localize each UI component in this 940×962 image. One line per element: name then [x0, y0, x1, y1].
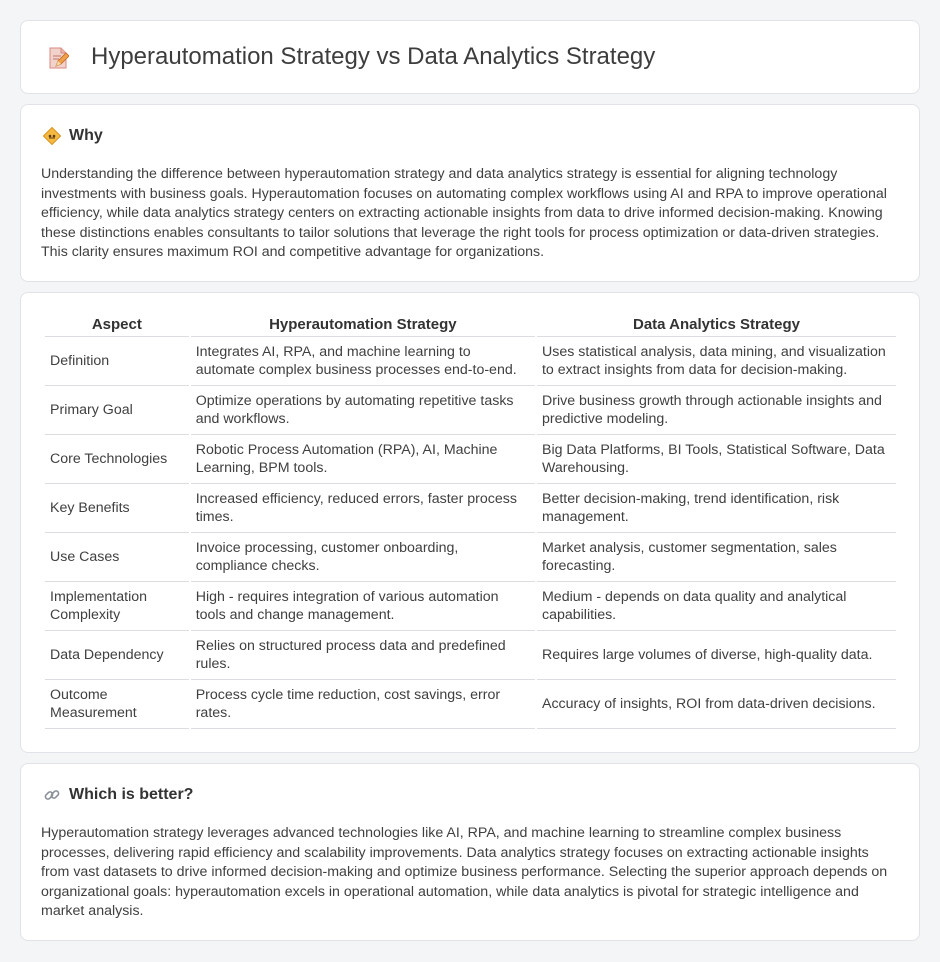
why-heading	[43, 127, 103, 145]
data-analytics-cell: Market analysis, customer segmentation, sales forecasting.	[537, 533, 896, 582]
table-row	[45, 533, 896, 582]
header-aspect: Aspect	[45, 315, 189, 337]
hyperautomation-cell: Robotic Process Automation (RPA), AI, Machine Learning, BPM tools.	[191, 435, 535, 484]
data-analytics-cell: Accuracy of insights, ROI from data-driven decisions.	[537, 680, 896, 729]
why-section	[20, 104, 920, 282]
aspect-cell: Key Benefits	[45, 484, 189, 533]
table-row	[45, 680, 896, 729]
link-icon	[43, 786, 61, 804]
why-heading-label: Why	[69, 127, 103, 144]
table-row	[45, 484, 896, 533]
data-analytics-cell: Uses statistical analysis, data mining, and visualization to extract insights from data for decision-making.	[537, 337, 896, 386]
data-analytics-cell: Medium - depends on data quality and analytical capabilities.	[537, 582, 896, 631]
aspect-cell: Definition	[45, 337, 189, 386]
hyperautomation-cell: Integrates AI, RPA, and machine learning to automate complex business processes end-to-end.	[191, 337, 535, 386]
aspect-cell: Data Dependency	[45, 631, 189, 680]
aspect-cell: Core Technologies	[45, 435, 189, 484]
hyperautomation-cell: Increased efficiency, reduced errors, faster process times.	[191, 484, 535, 533]
header-data-analytics: Data Analytics Strategy	[537, 315, 896, 337]
page-title: Hyperautomation Strategy vs Data Analytics Strategy	[91, 43, 656, 70]
aspect-cell: Implementation Complexity	[45, 582, 189, 631]
hyperautomation-cell: Optimize operations by automating repetitive tasks and workflows.	[191, 386, 535, 435]
header-card	[20, 20, 920, 94]
comparison-table	[43, 315, 898, 729]
better-paragraph: Hyperautomation strategy leverages advanced technologies like AI, RPA, and machine learning to streamline complex business processes, delivering rapid efficiency and scalability improvements. Data analytics strategy focuses on extracting actionable insights from vast datasets to drive informed decision-making and optimize business performance. Selecting the superior approach depends on organizational goals: hyperautomation excels in operational automation, while data analytics is pivotal for strategic intelligence and market analysis.	[41, 825, 888, 919]
data-analytics-cell: Big Data Platforms, BI Tools, Statistical Software, Data Warehousing.	[537, 435, 896, 484]
table-row	[45, 582, 896, 631]
warning-diamond-icon	[43, 127, 61, 145]
table-row	[45, 435, 896, 484]
table-header-row	[45, 315, 896, 337]
why-paragraph: Understanding the difference between hyperautomation strategy and data analytics strategy is essential for aligning technology investments with business goals. Hyperautomation focuses on automating complex workflows using AI and RPA to improve operational efficiency, while data analytics strategy centers on extracting actionable insights from data to drive informed decision-making. Knowing these distinctions enables consultants to tailor solutions that leverage the right tools for process optimization or data-driven strategies. This clarity ensures maximum ROI and competitive advantage for organizations.	[41, 166, 887, 260]
table-row	[45, 337, 896, 386]
better-heading	[43, 786, 193, 804]
aspect-cell: Use Cases	[45, 533, 189, 582]
hyperautomation-cell: Invoice processing, customer onboarding, compliance checks.	[191, 533, 535, 582]
document-edit-icon	[47, 46, 69, 70]
data-analytics-cell: Drive business growth through actionable insights and predictive modeling.	[537, 386, 896, 435]
comparison-section	[20, 292, 920, 753]
aspect-cell: Primary Goal	[45, 386, 189, 435]
hyperautomation-cell: Process cycle time reduction, cost savings, error rates.	[191, 680, 535, 729]
table-row	[45, 631, 896, 680]
better-heading-label: Which is better?	[69, 786, 194, 803]
data-analytics-cell: Requires large volumes of diverse, high-quality data.	[537, 631, 896, 680]
which-is-better-section	[20, 763, 920, 941]
table-row	[45, 386, 896, 435]
header-hyperautomation: Hyperautomation Strategy	[191, 315, 535, 337]
hyperautomation-cell: Relies on structured process data and predefined rules.	[191, 631, 535, 680]
aspect-cell: Outcome Measurement	[45, 680, 189, 729]
hyperautomation-cell: High - requires integration of various automation tools and change management.	[191, 582, 535, 631]
data-analytics-cell: Better decision-making, trend identification, risk management.	[537, 484, 896, 533]
